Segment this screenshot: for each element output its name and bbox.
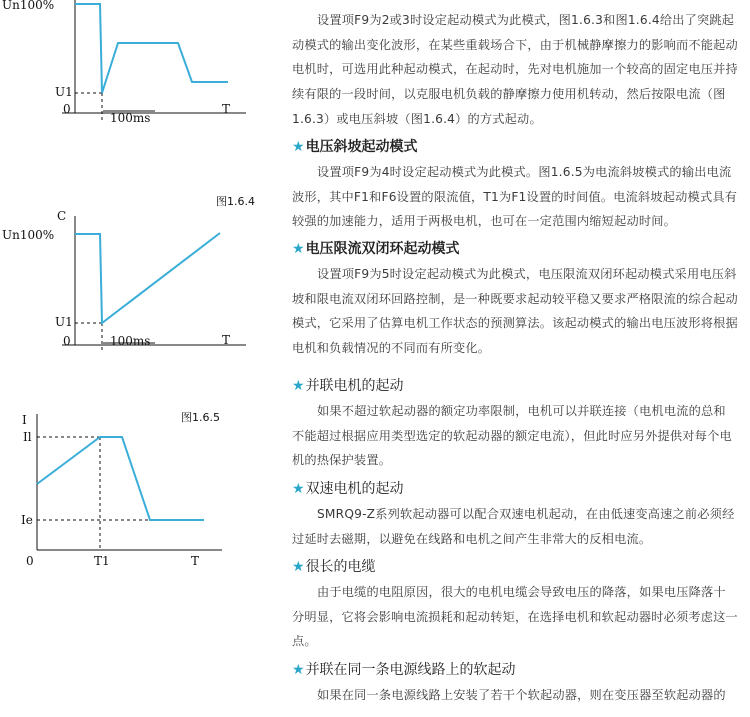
fig-top-origin-label: 0	[63, 102, 71, 116]
fig-165-i-label: I	[22, 413, 27, 427]
star-icon: ★	[292, 241, 305, 257]
star-icon: ★	[292, 481, 305, 497]
fig-164-origin-label: 0	[63, 334, 71, 348]
star-icon: ★	[292, 662, 305, 678]
section-long-cable-text: 由于电缆的电阻原因，很大的电机电缆会导致电压的降落，如果电压降落十分明显，它将会影响电流损耗和起动转矩，在选择电机和软起动器时必须考虑这一点。	[292, 585, 738, 649]
figure-1-6-4	[0, 190, 270, 359]
fig-top-duration-label: 100ms	[110, 111, 151, 125]
section-heading-dual-loop: ★电压限流双闭环起动模式	[292, 241, 460, 257]
fig-164-duration-label: 100ms	[110, 334, 151, 348]
section-heading-two-speed: ★双速电机的起动	[292, 481, 404, 497]
fig-165-ie-label: Ie	[21, 513, 33, 527]
star-icon: ★	[292, 559, 305, 575]
section-heading-voltage-ramp: ★电压斜坡起动模式	[292, 139, 418, 155]
star-icon: ★	[292, 378, 305, 394]
fig-164-u1-label: U1	[55, 315, 73, 329]
fig-164-c-label: C	[57, 209, 67, 223]
fig-top-u1-label: U1	[55, 85, 73, 99]
fig-165-caption: 图1.6.5	[181, 411, 220, 424]
fig-top-t-label: T	[222, 102, 231, 116]
figure-1-6-5	[0, 400, 270, 574]
fig-165-il-label: Il	[23, 430, 32, 444]
section-kick-start-text: 设置项F9为2或3时设定起动模式为此模式，图1.6.3和图1.6.4给出了突跳起动模式的输出变化波形，在某些重载场合下，由于机械静摩擦力的影响而不能起动电机时，可选用此种起动模式，在起动时，先对电机施加一个较高的固定电压并持续有限的一段时间，以克服电机负载的静摩擦力使用机转动，然后按限电流（图1.6.3）或电压斜坡（图1.6.4）的方式起动。	[292, 13, 738, 126]
section-two-speed-text: SMRQ9-Z系列软起动器可以配合双速电机起动，在由低速变高速之前必须经过延时去磁期，以避免在线路和电机之间产生非常大的反相电流。	[292, 507, 735, 546]
section-voltage-ramp-text: 设置项F9为4时设定起动模式为此模式。图1.6.5为电流斜坡模式的输出电流波形，其中F1和F6设置的限流值，T1为F1设置的时间值。电流斜坡起动模式具有较强的加速能力，适用于两极电机，也可在一定范围内缩短起动时间。	[292, 165, 738, 229]
fig-164-t-label: T	[222, 333, 231, 347]
fig-top-un-label: Un100%	[2, 0, 55, 12]
section-heading-long-cable: ★很长的电缆	[292, 559, 376, 575]
section-parallel-motors-text: 如果不超过软起动器的额定功率限制，电机可以并联连接（电机电流的总和不能超过根据应用类型选定的软起动器的额定电流），但此时应另外提供对每个电机的热保护装置。	[292, 404, 732, 468]
fig-165-t-label: T	[191, 554, 200, 568]
section-same-line-text: 如果在同一条电源线路上安装了若干个软起动器，则在变压器至软起动器的	[317, 688, 726, 702]
fig-164-caption: 图1.6.4	[216, 195, 255, 208]
star-icon: ★	[292, 139, 305, 155]
section-dual-loop-text: 设置项F9为5时设定起动模式为此模式，电压限流双闭环起动模式采用电压斜坡和限电流双闭环回路控制，是一种既要求起动较平稳又要求严格限流的综合起动模式，它采用了估算电机工作状态的预测算法。该起动模式的输出电压波形将根据电机和负载情况的不同而有所变化。	[292, 267, 738, 356]
fig-165-t1-label: T1	[94, 554, 110, 568]
section-heading-parallel-motors: ★并联电机的起动	[292, 378, 404, 394]
fig-164-un-label: Un100%	[2, 228, 55, 242]
figure-kick-start-current	[0, 0, 270, 129]
fig-165-origin-label: 0	[26, 554, 34, 568]
section-heading-same-line: ★并联在同一条电源线路上的软起动	[292, 662, 516, 678]
